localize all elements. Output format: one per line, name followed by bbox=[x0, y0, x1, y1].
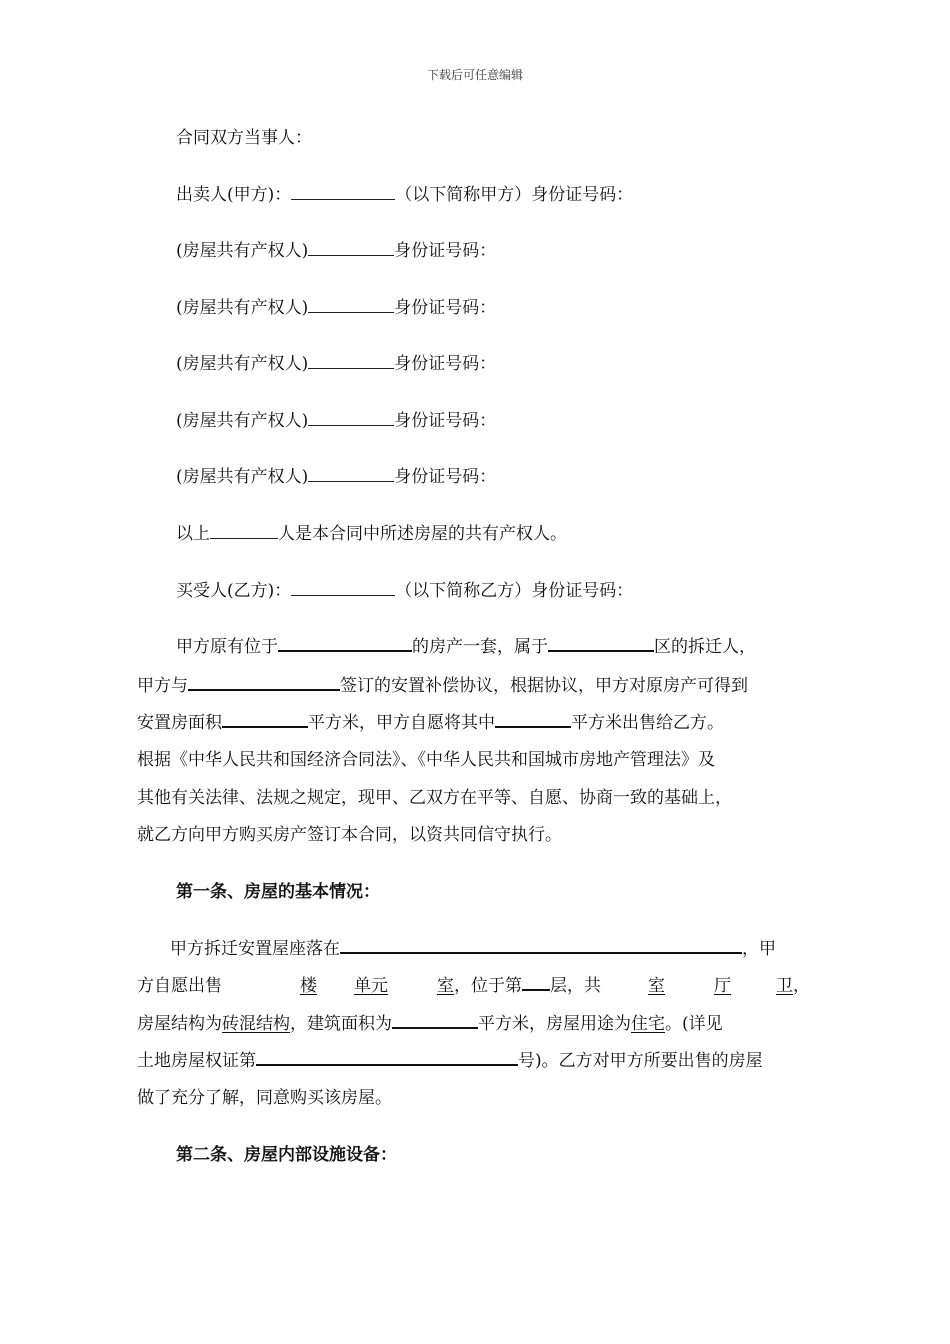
parties-intro: 合同双方当事人： bbox=[176, 128, 312, 148]
preamble-text: 的房产一套，属于 bbox=[412, 637, 548, 657]
seller-label: 出卖人(甲方)： bbox=[176, 185, 292, 205]
article-text: 土地房屋权证第 bbox=[137, 1051, 256, 1071]
floor-area-blank bbox=[392, 1012, 478, 1029]
coowner-label: (房屋共有产权人) bbox=[176, 241, 309, 261]
floor-blank bbox=[522, 974, 550, 991]
buyer-alias: （以下简称乙方）身份证号码： bbox=[395, 581, 634, 601]
structure-value: 砖混结构 bbox=[222, 1014, 290, 1034]
coowner-label: (房屋共有产权人) bbox=[176, 298, 309, 318]
preamble-text: 签订的安置补偿协议，根据协议，甲方对原房产可得到 bbox=[340, 676, 748, 696]
article-text: ，建筑面积为 bbox=[290, 1014, 392, 1034]
preamble-text: 甲方与 bbox=[137, 676, 188, 696]
coowner-line bbox=[176, 296, 496, 320]
district-blank bbox=[548, 635, 654, 652]
preamble-line-3 bbox=[137, 711, 724, 735]
article-1-line-3 bbox=[137, 1012, 723, 1036]
coowner-id-label: 身份证号码： bbox=[394, 354, 497, 374]
unit-underlined-segment bbox=[222, 976, 454, 996]
article-text: 房屋结构为 bbox=[137, 1014, 222, 1034]
preamble-text: 平方米，甲方自愿将其中 bbox=[308, 713, 495, 733]
room-label: 室 bbox=[437, 976, 454, 996]
coowner-count-blank bbox=[210, 523, 278, 539]
page-header: 下载后可任意编辑 bbox=[426, 68, 523, 82]
seller-name-blank bbox=[291, 184, 395, 200]
article-1-line-2 bbox=[137, 974, 810, 998]
original-property-location-blank bbox=[278, 635, 412, 652]
preamble-line-2 bbox=[137, 674, 748, 698]
certificate-number-blank bbox=[256, 1049, 518, 1066]
article-text: 。(详见 bbox=[665, 1014, 723, 1034]
article-text: ，位于第 bbox=[454, 976, 522, 996]
coowner-id-label: 身份证号码： bbox=[394, 467, 497, 487]
building-label: 楼 bbox=[300, 976, 317, 996]
seller-line bbox=[176, 183, 633, 207]
preamble-text: 甲方原有位于 bbox=[176, 637, 278, 657]
article-text: 方自愿出售 bbox=[137, 976, 222, 996]
sale-area-blank bbox=[495, 711, 571, 728]
coowner-name-blank bbox=[308, 297, 394, 313]
preamble-text: 平方米出售给乙方。 bbox=[571, 713, 724, 733]
coowner-line bbox=[176, 352, 496, 376]
unit-label: 单元 bbox=[354, 976, 388, 996]
buyer-label: 买受人(乙方)： bbox=[176, 581, 292, 601]
coowner-name-blank bbox=[308, 466, 394, 482]
halls-label: 厅 bbox=[714, 976, 731, 996]
coowner-name-blank bbox=[308, 353, 394, 369]
coowner-label: (房屋共有产权人) bbox=[176, 411, 309, 431]
article-1-line-1 bbox=[170, 937, 776, 961]
article-text: 甲方拆迁安置屋座落在 bbox=[170, 939, 340, 959]
coowner-label: (房屋共有产权人) bbox=[176, 354, 309, 374]
rooms-label: 室 bbox=[648, 976, 665, 996]
preamble-line-1 bbox=[176, 635, 756, 659]
coowner-id-label: 身份证号码： bbox=[394, 241, 497, 261]
preamble-text: 区的拆迁人， bbox=[654, 637, 756, 657]
article-1-line-4 bbox=[137, 1049, 763, 1073]
article-2-title: 第二条、房屋内部设施设备： bbox=[176, 1145, 397, 1165]
preamble-line-5: 其他有关法律、法规之规定，现甲、乙双方在平等、自愿、协商一致的基础上， bbox=[137, 788, 732, 808]
article-text: ， bbox=[793, 976, 810, 996]
coowner-line bbox=[176, 409, 496, 433]
coowner-id-label: 身份证号码： bbox=[394, 411, 497, 431]
preamble-line-6: 就乙方向甲方购买房产签订本合同，以资共同信守执行。 bbox=[137, 825, 562, 845]
article-text: 平方米，房屋用途为 bbox=[478, 1014, 631, 1034]
summary-suffix: 人是本合同中所述房屋的共有产权人。 bbox=[278, 524, 567, 544]
buyer-line bbox=[176, 579, 633, 603]
buyer-name-blank bbox=[291, 580, 395, 596]
article-text: 号)。乙方对甲方所要出售的房屋 bbox=[518, 1051, 763, 1071]
article-1-line-5: 做了充分了解，同意购买该房屋。 bbox=[137, 1088, 392, 1108]
coowner-name-blank bbox=[308, 240, 394, 256]
coowner-label: (房屋共有产权人) bbox=[176, 467, 309, 487]
coowner-summary bbox=[176, 522, 567, 546]
article-text: 层，共 bbox=[550, 976, 601, 996]
resettlement-area-blank bbox=[222, 711, 308, 728]
layout-underlined-segment bbox=[601, 976, 793, 996]
preamble-text: 安置房面积 bbox=[137, 713, 222, 733]
seller-alias: （以下简称甲方）身份证号码： bbox=[395, 185, 634, 205]
agreement-party-blank bbox=[188, 674, 340, 691]
location-blank bbox=[340, 937, 742, 954]
preamble-line-4: 根据《中华人民共和国经济合同法》、《中华人民共和国城市房地产管理法》及 bbox=[137, 750, 715, 770]
article-1-title: 第一条、房屋的基本情况： bbox=[176, 882, 380, 902]
summary-prefix: 以上 bbox=[176, 524, 210, 544]
coowner-id-label: 身份证号码： bbox=[394, 298, 497, 318]
usage-value: 住宅 bbox=[631, 1014, 665, 1034]
coowner-line bbox=[176, 239, 496, 263]
coowner-line bbox=[176, 465, 496, 489]
coowner-name-blank bbox=[308, 410, 394, 426]
article-text: ，甲 bbox=[742, 939, 776, 959]
bathrooms-label: 卫 bbox=[776, 976, 793, 996]
